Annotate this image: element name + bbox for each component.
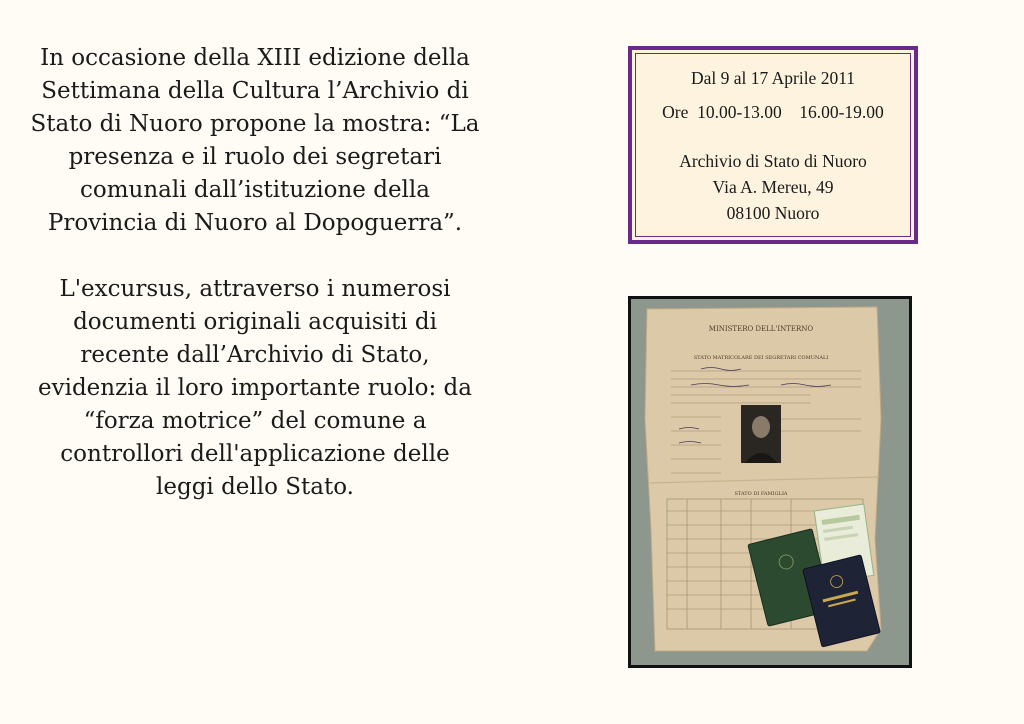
exhibition-description (30, 42, 480, 504)
event-hours: Ore 10.00-13.00 16.00-19.00 (662, 102, 884, 122)
intro-paragraph: In occasione della XIII edizione della Settimana della Cultura l’Archivio di Stato di Nuoro propone la mostra: “La presenza e il ruolo dei segretari comunali dall’istituzione della Provincia di Nuoro al Dopoguerra”. (30, 45, 480, 236)
excursus-paragraph: L'excursus, attraverso i numerosi documenti originali acquisiti di recente dall’Archivio di Stato, evidenzia il loro importante ruolo: da “forza motrice” del comune a controllori dell'applicazione delle leggi dello Stato. (37, 276, 472, 500)
document-photo (628, 296, 912, 668)
document-subtitle: STATO MATRICOLARE DEI SEGRETARI COMUNALI (693, 355, 829, 361)
document-illustration (631, 299, 909, 665)
document-header: MINISTERO DELL'INTERNO (708, 325, 814, 333)
event-info-box (628, 46, 918, 244)
address-line-2: Via A. Mereu, 49 (712, 177, 834, 197)
event-dates: Dal 9 al 17 Aprile 2011 (690, 68, 856, 88)
address-line-1: Archivio di Stato di Nuoro (679, 151, 867, 171)
document-section: STATO DI FAMIGLIA (734, 491, 788, 497)
event-address (636, 148, 910, 226)
event-info-inner (635, 53, 911, 237)
address-line-3: 08100 Nuoro (726, 203, 820, 223)
